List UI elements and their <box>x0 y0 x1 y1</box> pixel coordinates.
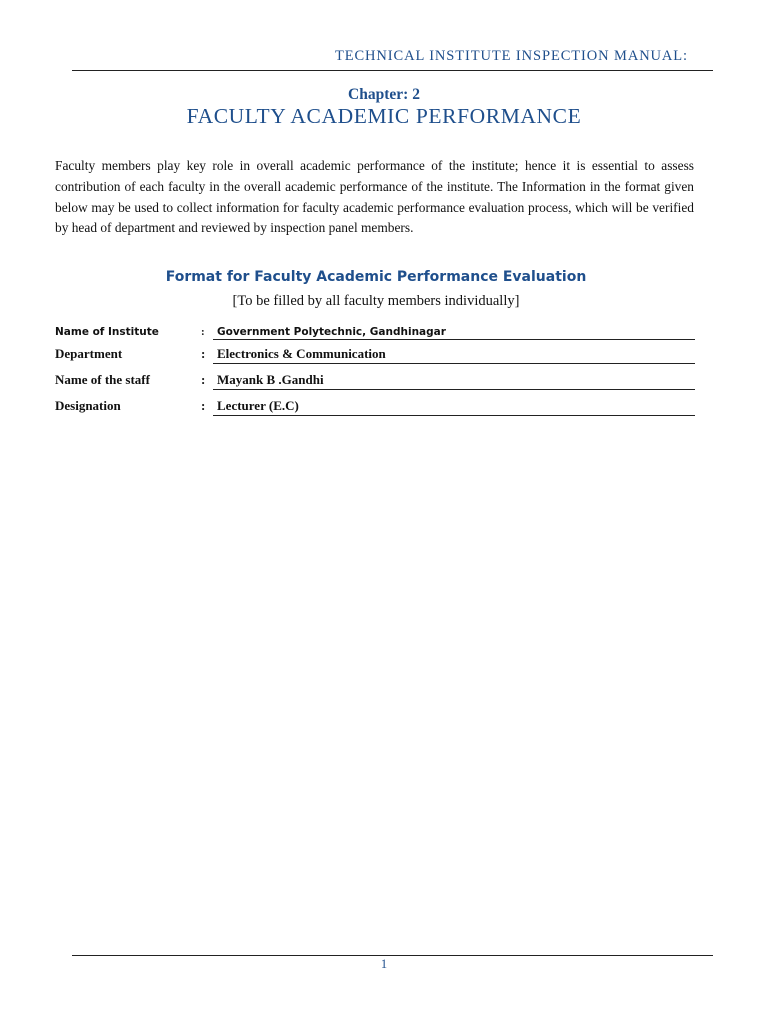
field-label-designation: Designation <box>55 398 121 413</box>
field-label-staff-name: Name of the staff <box>55 372 150 387</box>
field-label-department: Department <box>55 346 123 361</box>
header-divider <box>72 70 713 71</box>
intro-paragraph: Faculty members play key role in overall academic performance of the institute; hence it is essential to assess contribution of each faculty in the overall academic performance of the institute. The Information in the format given below may be used to collect information for faculty academic performance evaluation process, which will be verified by head of department and reviewed by inspection panel members. <box>55 158 694 236</box>
field-line-department <box>213 343 695 364</box>
field-line-designation <box>213 395 695 416</box>
field-colon: : <box>201 398 206 413</box>
field-row-department <box>55 342 695 364</box>
format-title: Format for Faculty Academic Performance Evaluation <box>165 269 587 285</box>
field-value-institute: Government Polytechnic, Gandhinagar <box>217 326 446 338</box>
field-colon: : <box>201 346 206 361</box>
chapter-label: Chapter: 2 <box>348 86 420 103</box>
field-row-designation <box>55 394 695 416</box>
field-value-staff-name: Mayank B .Gandhi <box>217 372 324 387</box>
field-colon: : <box>201 372 206 387</box>
field-label-institute: Name of Institute <box>55 326 159 338</box>
field-line-staff-name <box>213 369 695 390</box>
page-number: 1 <box>380 957 388 971</box>
chapter-title: FACULTY ACADEMIC PERFORMANCE <box>186 104 582 128</box>
field-value-designation: Lecturer (E.C) <box>217 398 299 413</box>
field-value-department: Electronics & Communication <box>217 346 386 361</box>
field-row-institute <box>55 318 695 340</box>
field-colon: : <box>201 326 205 338</box>
format-note: [To be filled by all faculty members individually] <box>232 293 520 309</box>
footer-divider <box>72 955 713 956</box>
manual-header-title: TECHNICAL INSTITUTE INSPECTION MANUAL: <box>334 48 688 64</box>
field-line-institute <box>213 319 695 340</box>
field-row-staff-name <box>55 368 695 390</box>
